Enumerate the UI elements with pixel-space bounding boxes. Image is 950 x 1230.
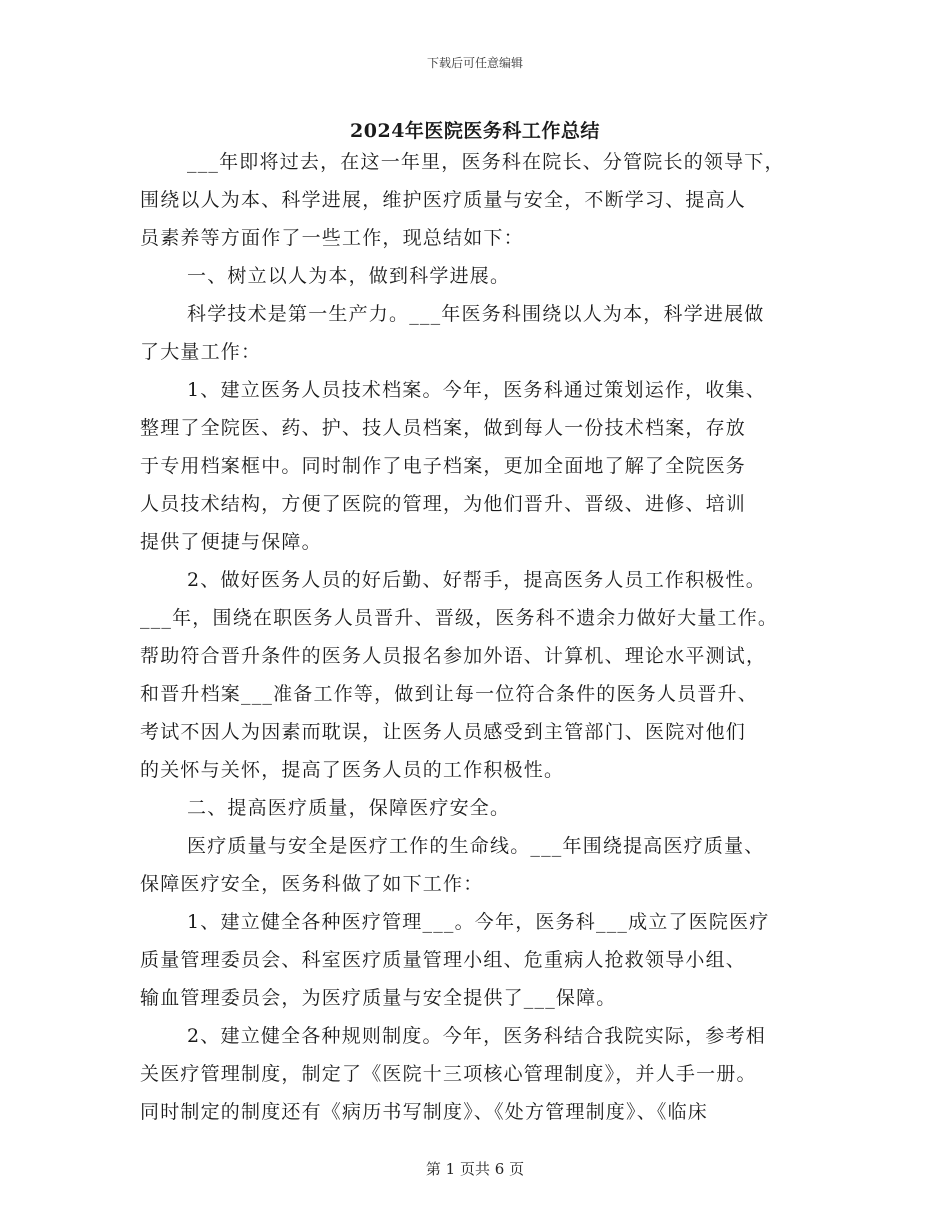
paragraph-line: 人员技术结构，方便了医院的管理，为他们晋升、晋级、进修、培训 [140,493,747,515]
paragraph-line: 输血管理委员会，为医疗质量与安全提供了___保障。 [140,987,617,1009]
paragraph-line: ___年即将过去，在这一年里，医务科在院长、分管院长的领导下， [187,151,785,173]
section-heading: 二、提高医疗质量，保障医疗安全。 [187,797,511,819]
paragraph-line: 员素养等方面作了一些工作，现总结如下： [140,227,524,249]
paragraph-line: 关医疗管理制度，制定了《医院十三项核心管理制度》，并人手一册。 [140,1063,757,1085]
paragraph-line: 整理了全院医、药、护、技人员档案，做到每人一份技术档案，存放 [140,417,747,439]
paragraph-line: 帮助符合晋升条件的医务人员报名参加外语、计算机、理论水平测试， [140,645,767,667]
paragraph-line: 的关怀与关怀，提高了医务人员的工作积极性。 [140,759,565,781]
paragraph-line: 1、建立健全各种医疗管理___。今年，医务科___成立了医院医疗 [187,911,770,933]
paragraph-line: 质量管理委员会、科室医疗质量管理小组、危重病人抢救领导小组、 [140,949,747,971]
paragraph-line: 提供了便捷与保障。 [140,531,322,553]
header-note: 下载后可任意编辑 [426,56,523,70]
paragraph-line: 考试不因人为因素而耽误，让医务人员感受到主管部门、医院对他们 [140,721,747,743]
paragraph-line: ___年，围绕在职医务人员晋升、晋级，医务科不遗余力做好大量工作。 [140,607,779,629]
paragraph-line: 了大量工作： [140,341,262,363]
paragraph-line: 科学技术是第一生产力。___年医务科围绕以人为本，科学进展做 [187,303,765,325]
paragraph-line: 围绕以人为本、科学进展，维护医疗质量与安全，不断学习、提高人 [140,189,747,211]
paragraph-line: 2、做好医务人员的好后勤、好帮手，提高医务人员工作积极性。 [187,569,766,591]
paragraph-line: 同时制定的制度还有《病历书写制度》、《处方管理制度》、《临床 [140,1101,709,1123]
paragraph-line: 于专用档案框中。同时制作了电子档案，更加全面地了解了全院医务 [140,455,747,477]
paragraph-line: 1、建立医务人员技术档案。今年，医务科通过策划运作，收集、 [187,379,766,401]
paragraph-line: 2、建立健全各种规则制度。今年，医务科结合我院实际，参考相 [187,1025,766,1047]
paragraph-line: 和晋升档案___准备工作等，做到让每一位符合条件的医务人员晋升、 [140,683,758,705]
section-heading: 一、树立以人为本，做到科学进展。 [187,265,511,287]
page-footer: 第 1 页共 6 页 [425,1160,525,1178]
paragraph-line: 医疗质量与安全是医疗工作的生命线。___年围绕提高医疗质量、 [187,835,765,857]
paragraph-line: 保障医疗安全，医务科做了如下工作： [140,873,484,895]
document-title: 2024年医院医务科工作总结 [350,120,600,142]
